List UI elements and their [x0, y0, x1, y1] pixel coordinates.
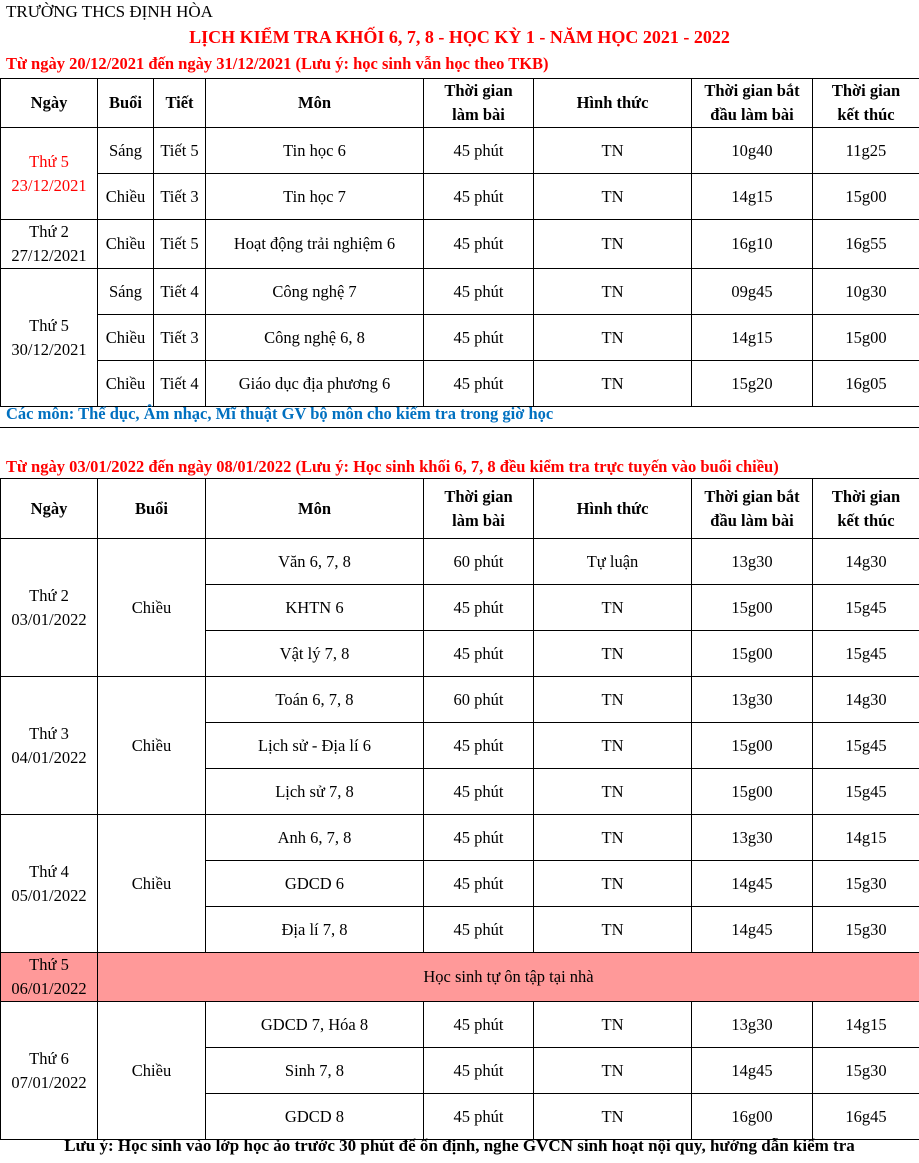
duration-cell: 60 phút [424, 677, 534, 723]
period-cell: Tiết 3 [154, 174, 206, 220]
end-cell: 16g45 [813, 1094, 919, 1140]
header-subject: Môn [206, 479, 424, 539]
table-header-row [1, 479, 919, 539]
table-row [1, 539, 919, 585]
duration-cell: 45 phút [424, 769, 534, 815]
header-session: Buổi [98, 479, 206, 539]
subject-cell: Địa lí 7, 8 [206, 907, 424, 953]
table-row [1, 128, 919, 174]
start-cell: 15g00 [692, 769, 813, 815]
duration-cell: 45 phút [424, 815, 534, 861]
subject-cell: Toán 6, 7, 8 [206, 677, 424, 723]
day-cell: Thứ 3 04/01/2022 [1, 677, 98, 815]
section-divider [0, 427, 919, 428]
period-cell: Tiết 5 [154, 128, 206, 174]
section2-date-range: Từ ngày 03/01/2022 đến ngày 08/01/2022 (Lưu ý: Học sinh khối 6, 7, 8 đều kiểm tra trực tuyến vào buổi chiều) [6, 457, 779, 476]
subject-cell: Lịch sử - Địa lí 6 [206, 723, 424, 769]
header-start: Thời gian bắt đầu làm bài [692, 479, 813, 539]
table-row [1, 1002, 919, 1048]
end-cell: 15g45 [813, 631, 919, 677]
end-cell: 14g15 [813, 1002, 919, 1048]
header-subject: Môn [206, 79, 424, 128]
start-cell: 15g00 [692, 585, 813, 631]
duration-cell: 45 phút [424, 1094, 534, 1140]
subject-cell: Văn 6, 7, 8 [206, 539, 424, 585]
end-cell: 10g30 [813, 269, 919, 315]
start-cell: 15g00 [692, 631, 813, 677]
start-cell: 15g20 [692, 361, 813, 407]
start-cell: 14g45 [692, 861, 813, 907]
session-cell: Chiều [98, 174, 154, 220]
table-row [1, 269, 919, 315]
start-cell: 13g30 [692, 815, 813, 861]
duration-cell: 45 phút [424, 907, 534, 953]
header-start: Thời gian bắt đầu làm bài [692, 79, 813, 128]
end-cell: 16g55 [813, 220, 919, 269]
day-cell: Thứ 5 30/12/2021 [1, 269, 98, 407]
session-cell: Chiều [98, 220, 154, 269]
school-name: TRƯỜNG THCS ĐỊNH HÒA [6, 2, 213, 21]
header-form: Hình thức [534, 479, 692, 539]
end-cell: 14g15 [813, 815, 919, 861]
section1-date-range: Từ ngày 20/12/2021 đến ngày 31/12/2021 (Lưu ý: học sinh vẫn học theo TKB) [6, 54, 549, 73]
start-cell: 13g30 [692, 539, 813, 585]
form-cell: TN [534, 174, 692, 220]
header-end: Thời gian kết thúc [813, 79, 919, 128]
session-cell: Chiều [98, 315, 154, 361]
day-cell: Thứ 5 23/12/2021 [1, 128, 98, 220]
subject-cell: GDCD 6 [206, 861, 424, 907]
footer-note: Lưu ý: Học sinh vào lớp học ảo trước 30 phút để ổn định, nghe GVCN sinh hoạt nội quy, hướng dẫn kiểm tra [64, 1136, 855, 1155]
duration-cell: 45 phút [424, 269, 534, 315]
subject-cell: Tin học 7 [206, 174, 424, 220]
end-cell: 15g00 [813, 315, 919, 361]
end-cell: 15g30 [813, 861, 919, 907]
start-cell: 13g30 [692, 1002, 813, 1048]
start-cell: 13g30 [692, 677, 813, 723]
subject-cell: Sinh 7, 8 [206, 1048, 424, 1094]
table-row [1, 361, 919, 407]
start-cell: 14g45 [692, 907, 813, 953]
form-cell: TN [534, 723, 692, 769]
start-cell: 16g00 [692, 1094, 813, 1140]
header-session: Buổi [98, 79, 154, 128]
section1-note: Các môn: Thể dục, Âm nhạc, Mĩ thuật GV bộ môn cho kiểm tra trong giờ học [6, 404, 554, 423]
table-row [1, 677, 919, 723]
header-day: Ngày [1, 479, 98, 539]
form-cell: TN [534, 585, 692, 631]
day-cell: Thứ 6 07/01/2022 [1, 1002, 98, 1140]
form-cell: TN [534, 631, 692, 677]
header-day: Ngày [1, 79, 98, 128]
form-cell: TN [534, 315, 692, 361]
session-cell: Chiều [98, 361, 154, 407]
form-cell: TN [534, 769, 692, 815]
subject-cell: Anh 6, 7, 8 [206, 815, 424, 861]
duration-cell: 60 phút [424, 539, 534, 585]
duration-cell: 45 phút [424, 220, 534, 269]
subject-cell: Công nghệ 7 [206, 269, 424, 315]
day-cell: Thứ 4 05/01/2022 [1, 815, 98, 953]
period-cell: Tiết 3 [154, 315, 206, 361]
duration-cell: 45 phút [424, 174, 534, 220]
day-cell: Thứ 5 06/01/2022 [1, 953, 98, 1002]
subject-cell: Lịch sử 7, 8 [206, 769, 424, 815]
form-cell: TN [534, 861, 692, 907]
self-study-cell: Học sinh tự ôn tập tại nhà [98, 953, 919, 1002]
end-cell: 16g05 [813, 361, 919, 407]
table-row [1, 220, 919, 269]
subject-cell: Giáo dục địa phương 6 [206, 361, 424, 407]
period-cell: Tiết 4 [154, 361, 206, 407]
day-cell: Thứ 2 03/01/2022 [1, 539, 98, 677]
table-header-row [1, 79, 919, 128]
day-cell: Thứ 2 27/12/2021 [1, 220, 98, 269]
table-row [1, 815, 919, 861]
subject-cell: Tin học 6 [206, 128, 424, 174]
header-end: Thời gian kết thúc [813, 479, 919, 539]
header-form: Hình thức [534, 79, 692, 128]
start-cell: 09g45 [692, 269, 813, 315]
subject-cell: GDCD 8 [206, 1094, 424, 1140]
subject-cell: GDCD 7, Hóa 8 [206, 1002, 424, 1048]
period-cell: Tiết 4 [154, 269, 206, 315]
end-cell: 15g00 [813, 174, 919, 220]
duration-cell: 45 phút [424, 1048, 534, 1094]
duration-cell: 45 phút [424, 723, 534, 769]
start-cell: 10g40 [692, 128, 813, 174]
duration-cell: 45 phút [424, 128, 534, 174]
session-cell: Chiều [98, 815, 206, 953]
page-title: LỊCH KIỂM TRA KHỐI 6, 7, 8 - HỌC KỲ 1 - NĂM HỌC 2021 - 2022 [189, 27, 730, 47]
end-cell: 15g45 [813, 723, 919, 769]
form-cell: TN [534, 220, 692, 269]
period-cell: Tiết 5 [154, 220, 206, 269]
subject-cell: Công nghệ 6, 8 [206, 315, 424, 361]
form-cell: Tự luận [534, 539, 692, 585]
form-cell: TN [534, 1002, 692, 1048]
start-cell: 14g15 [692, 174, 813, 220]
session-cell: Chiều [98, 539, 206, 677]
duration-cell: 45 phút [424, 315, 534, 361]
form-cell: TN [534, 1048, 692, 1094]
form-cell: TN [534, 677, 692, 723]
self-study-row [1, 953, 919, 1002]
form-cell: TN [534, 907, 692, 953]
header-period: Tiết [154, 79, 206, 128]
header-duration: Thời gian làm bài [424, 79, 534, 128]
duration-cell: 45 phút [424, 631, 534, 677]
start-cell: 15g00 [692, 723, 813, 769]
session-cell: Sáng [98, 269, 154, 315]
session-cell: Chiều [98, 1002, 206, 1140]
duration-cell: 45 phút [424, 585, 534, 631]
end-cell: 15g30 [813, 907, 919, 953]
duration-cell: 45 phút [424, 1002, 534, 1048]
start-cell: 14g45 [692, 1048, 813, 1094]
subject-cell: Vật lý 7, 8 [206, 631, 424, 677]
end-cell: 15g45 [813, 769, 919, 815]
form-cell: TN [534, 269, 692, 315]
schedule-table-1 [0, 78, 919, 407]
header-duration: Thời gian làm bài [424, 479, 534, 539]
start-cell: 14g15 [692, 315, 813, 361]
subject-cell: Hoạt động trải nghiệm 6 [206, 220, 424, 269]
session-cell: Chiều [98, 677, 206, 815]
duration-cell: 45 phút [424, 361, 534, 407]
duration-cell: 45 phút [424, 861, 534, 907]
table-row [1, 174, 919, 220]
end-cell: 14g30 [813, 539, 919, 585]
end-cell: 15g45 [813, 585, 919, 631]
table-row [1, 315, 919, 361]
form-cell: TN [534, 361, 692, 407]
end-cell: 14g30 [813, 677, 919, 723]
end-cell: 11g25 [813, 128, 919, 174]
schedule-table-2 [0, 478, 919, 1140]
form-cell: TN [534, 128, 692, 174]
start-cell: 16g10 [692, 220, 813, 269]
end-cell: 15g30 [813, 1048, 919, 1094]
form-cell: TN [534, 1094, 692, 1140]
subject-cell: KHTN 6 [206, 585, 424, 631]
session-cell: Sáng [98, 128, 154, 174]
form-cell: TN [534, 815, 692, 861]
